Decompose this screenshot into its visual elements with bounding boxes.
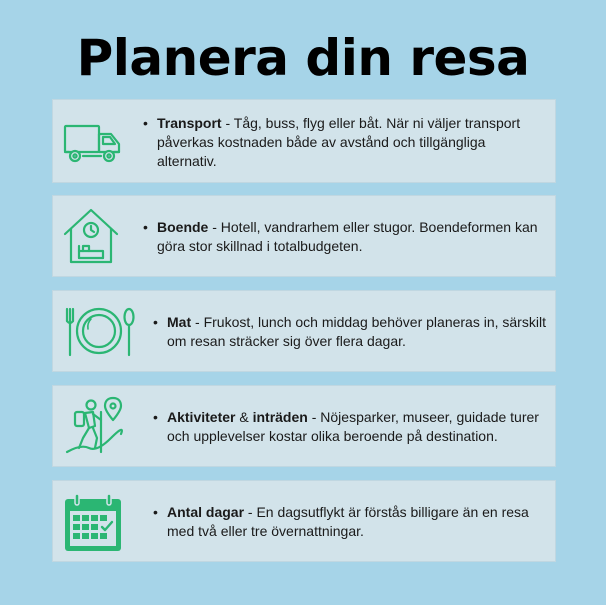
card-antal-dagar (52, 480, 556, 562)
card-transport (52, 99, 556, 183)
item-heading-aktiviteter: Aktiviteter (167, 409, 236, 425)
bullet-icon: • (143, 115, 148, 131)
item-text-boende (143, 218, 542, 256)
item-connector-aktiviteter: & (235, 409, 253, 425)
item-description-transport: - Tåg, buss, flyg eller båt. När ni väljer transport påverkas kostnaden både av avstånd och tillgängliga alternativ. (157, 115, 521, 169)
bullet-icon: • (153, 314, 158, 330)
calendar-icon (61, 491, 125, 555)
item-heading-boende: Boende (157, 219, 209, 235)
item-text-antal-dagar (153, 503, 552, 541)
truck-icon (61, 110, 125, 174)
item-text-mat (153, 313, 547, 351)
bullet-icon: • (143, 219, 148, 235)
item-description-boende: - Hotell, vandrarhem eller stugor. Boendeformen kan göra stor skillnad i totalbudgeten. (157, 219, 538, 254)
item-description-mat: - Frukost, lunch och middag behöver planeras in, särskilt om resan sträcker sig över flera dagar. (167, 314, 546, 349)
house-icon (59, 204, 123, 268)
card-boende (52, 195, 556, 277)
item-heading-mat: Mat (167, 314, 192, 330)
item-text-aktiviteter (153, 408, 555, 446)
item-heading-transport: Transport (157, 115, 222, 131)
bullet-icon: • (153, 409, 158, 425)
item-description-antal-dagar: - En dagsutflykt är förstås billigare än en resa med två eller tre övernattningar. (167, 504, 529, 539)
item-heading2-aktiviteter: inträden (252, 409, 308, 425)
item-heading-antal-dagar: Antal dagar (167, 504, 245, 520)
page-title: Planera din resa (76, 29, 530, 87)
card-mat (52, 290, 556, 372)
card-aktiviteter (52, 385, 556, 467)
item-text-transport (143, 114, 547, 171)
bullet-icon: • (153, 504, 158, 520)
item-description-aktiviteter: - Nöjesparker, museer, guidade turer och upplevelser kostar olika beroende på destination. (167, 409, 539, 444)
hiker-icon (61, 394, 125, 458)
plate-cutlery-icon (61, 299, 137, 363)
